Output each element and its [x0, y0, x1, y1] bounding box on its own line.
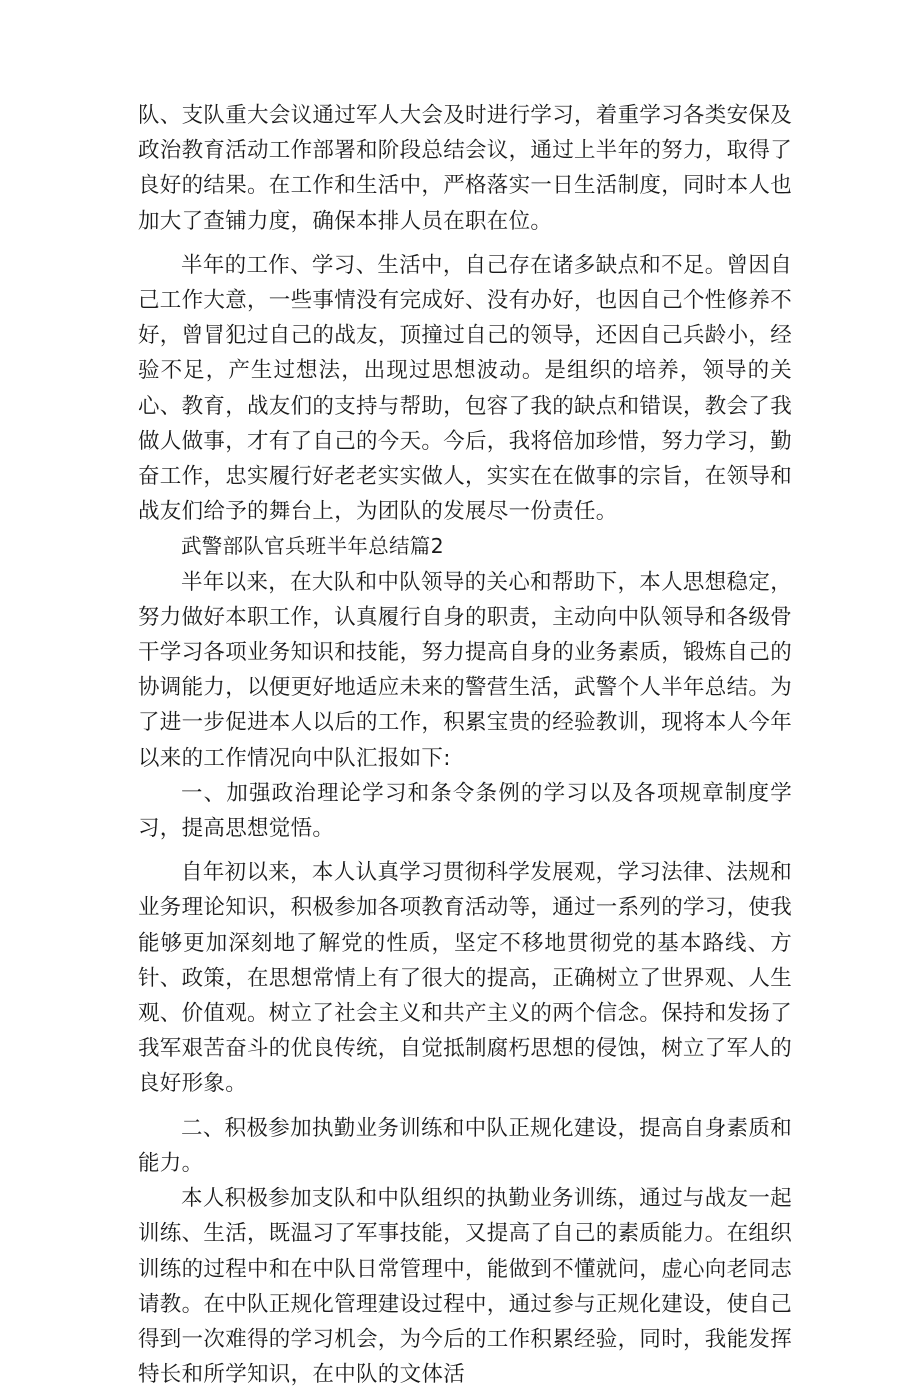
paragraph-intro: 半年以来，在大队和中队领导的关心和帮助下，本人思想稳定，努力做好本职工作，认真履行自身的职责，主动向中队领导和各级骨干学习各项业务知识和技能，努力提高自身的业务素质，锻炼自己的协调能力，以便更好地适应未来的警营生活，武警个人半年总结。为了进一步促进本人以后的工作，积累宝贵的经验教训，现将本人今年以来的工作情况向中队汇报如下: — [138, 569, 793, 771]
paragraph-gap — [138, 846, 792, 855]
paragraph-shortcomings: 半年的工作、学习、生活中，自己存在诸多缺点和不足。曾因自己工作大意，一些事情没有完成好、没有办好，也因自己个性修养不好，曾冒犯过自己的战友，顶撞过自己的领导，还因自己兵龄小，经验不足，产生过想法，出现过思想波动。是组织的培养，领导的关心、教育，战友们的支持与帮助，包容了我的缺点和错误，教会了我做人做事，才有了自己的今天。今后，我将倍加珍惜，努力学习，勤奋工作，忠实履行好老老实实做人，实实在在做事的宗旨，在领导和战友们给予的舞台上，为团队的发展尽一份责任。 — [138, 252, 793, 525]
paragraph-study: 自年初以来，本人认真学习贯彻科学发展观，学习法律、法规和业务理论知识，积极参加各项教育活动等，通过一系列的学习，使我能够更加深刻地了解党的性质，坚定不移地贯彻党的基本路线、方针、政策，在思想常情上有了很大的提高，正确树立了世界观、人生观、价值观。树立了社会主义和共产主义的两个信念。保持和发扬了我军艰苦奋斗的优良传统，自觉抵制腐朽思想的侵蚀，树立了军人的良好形象。 — [138, 860, 793, 1097]
paragraph-gap — [138, 239, 792, 248]
paragraph-training: 本人积极参加支队和中队组织的执勤业务训练，通过与战友一起训练、生活，既温习了军事技能，又提高了自己的素质能力。在组织训练的过程中和在中队日常管理中，能做到不懂就问，虚心向老同志请教。在中队正规化管理建设过程中，通过参与正规化建设，使自己得到一次难得的学习机会，为今后的工作积累经验，同时，我能发挥特长和所学知识，在中队的文体活 — [138, 1186, 793, 1388]
subheading-political-study: 一、加强政治理论学习和条令条例的学习以及各项规章制度学习，提高思想觉悟。 — [138, 780, 792, 842]
paragraph-continuation: 队、支队重大会议通过军人大会及时进行学习，着重学习各类安保及政治教育活动工作部署和阶段总结会议，通过上半年的努力，取得了良好的结果。在工作和生活中，严格落实一日生活制度，同时本人也加大了查铺力度，确保本排人员在职在位。 — [138, 103, 793, 234]
document-page — [138, 98, 792, 1392]
section-title: 武警部队官兵班半年总结篇2 — [181, 534, 444, 559]
subheading-training: 二、积极参加执勤业务训练和中队正规化建设，提高自身素质和能力。 — [138, 1115, 792, 1176]
paragraph-gap — [138, 1102, 792, 1111]
